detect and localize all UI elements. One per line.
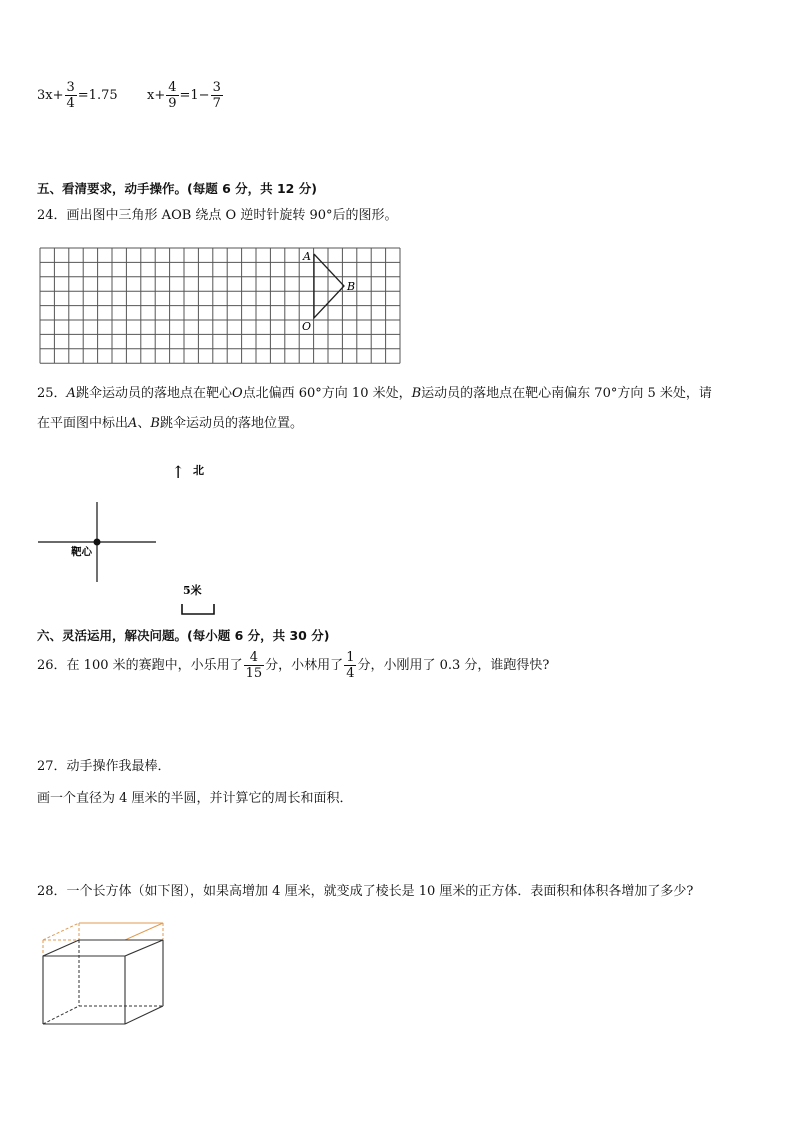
q25-line2-separator: 、 (137, 416, 151, 431)
q26-fraction-2-num: 1 (346, 650, 355, 665)
q25-letter-o: O (231, 386, 243, 401)
point-a-label: A (303, 250, 311, 263)
q26-fraction-1-den: 15 (245, 666, 263, 681)
target-diagram (35, 452, 235, 622)
q26-fraction-2 (344, 650, 356, 681)
equation-1 (37, 80, 118, 111)
eq2-middle: =1− (179, 88, 210, 103)
eq1-denominator: 4 (66, 96, 75, 111)
cuboid-figure (38, 918, 172, 1030)
question-24-text: 24．画出图中三角形 AOB 绕点 O 逆时针旋转 90°后的图形。 (37, 208, 398, 223)
eq2-denominator-1: 9 (168, 96, 177, 111)
q26-fraction-2-den: 4 (346, 666, 355, 681)
point-o-label: O (302, 320, 312, 333)
eq1-prefix: 3x+ (37, 88, 64, 103)
eq1-numerator: 3 (66, 80, 75, 95)
q25-letter-a: A (66, 386, 76, 401)
scale-label: 5米 (183, 584, 202, 597)
q26-part-1: 26．在 100 米的赛跑中，小乐用了 (37, 657, 243, 673)
question-28-text: 28．一个长方体（如下图），如果高增加 4 厘米，就变成了棱长是 10 厘米的正方体．表面积和体积各增加了多少? (37, 884, 694, 899)
eq2-fraction-2 (211, 80, 223, 111)
grid-lines (40, 248, 400, 363)
cuboid-edges (43, 940, 163, 1024)
question-26 (37, 650, 549, 681)
q26-part-3: 分，小刚用了 0.3 分，谁跑得快? (357, 657, 550, 673)
q26-fraction-1-num: 4 (244, 650, 265, 666)
section-6-heading: 六、灵活运用，解决问题。(每小题 6 分，共 30 分) (37, 628, 330, 643)
target-center-dot (94, 539, 101, 546)
section-5-heading: 五、看清要求，动手操作。(每题 6 分，共 12 分) (37, 181, 317, 196)
north-label: 北 (193, 464, 204, 477)
eq1-suffix: =1.75 (77, 88, 118, 103)
grid-figure (38, 246, 402, 364)
q25-part-1: 跳伞运动员的落地点在靶心 (75, 386, 232, 401)
q25-line2-part-1: 在平面图中标出 (37, 416, 129, 431)
q26-part-2: 分，小林用了 (265, 657, 344, 673)
q25-line2-part-2: 跳伞运动员的落地位置。 (159, 416, 303, 431)
eq2-prefix: x+ (147, 88, 166, 103)
q25-line2-letter-b: B (150, 416, 160, 431)
question-25-line-1 (37, 385, 712, 403)
q25-number: 25． (37, 386, 67, 401)
eq2-numerator-2: 3 (212, 80, 221, 95)
eq2-fraction-1 (166, 80, 178, 111)
north-arrow-icon: ↑ (171, 463, 186, 483)
eq2-numerator-1: 4 (168, 80, 177, 95)
equation-2 (147, 80, 224, 111)
q25-letter-b: B (411, 386, 422, 401)
target-center-label: 靶心 (71, 546, 92, 558)
q25-part-3: 运动员的落地点在靶心南偏东 70°方向 5 米处，请 (421, 386, 712, 401)
scale-bar (182, 604, 214, 614)
q25-part-2: 点北偏西 60°方向 10 米处， (242, 386, 412, 401)
cuboid-hidden-edges (43, 940, 163, 1024)
triangle-aob (314, 254, 344, 318)
q25-line2-letter-a: A (128, 416, 138, 431)
eq1-fraction (65, 80, 77, 111)
q26-fraction-1 (244, 650, 265, 681)
question-25-line-2 (37, 415, 303, 433)
question-27-line-1: 27．动手操作我最棒． (37, 759, 171, 774)
eq2-denominator-2: 7 (212, 96, 221, 111)
question-27-line-2: 画一个直径为 4 厘米的半圆，并计算它的周长和面积． (37, 791, 353, 806)
point-b-label: B (347, 280, 356, 293)
